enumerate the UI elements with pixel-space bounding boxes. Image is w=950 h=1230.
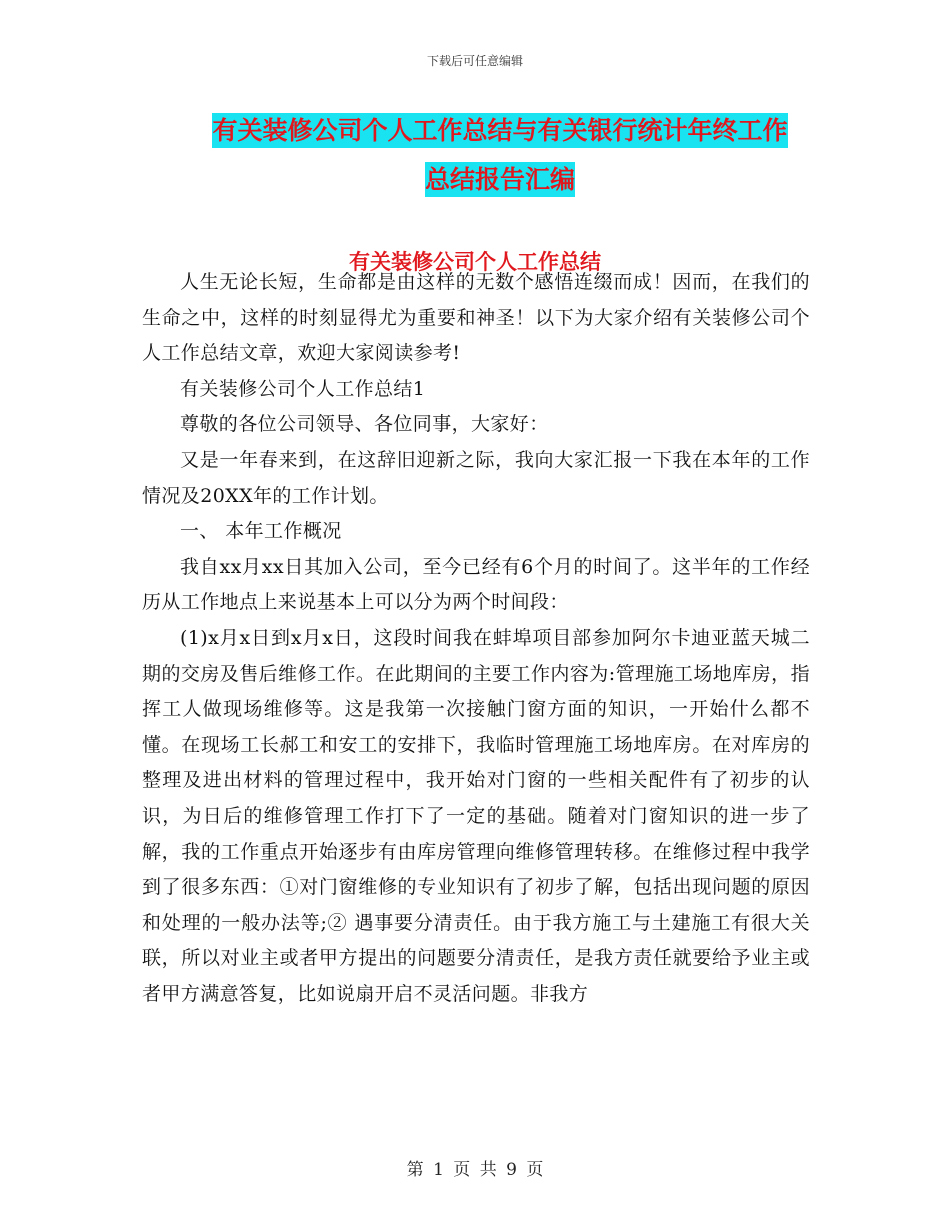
page-footer: 第 1 页 共 9 页 bbox=[406, 1160, 544, 1180]
paragraph-overview: 我自xx月xx日其加入公司，至今已经有6个月的时间了。这半年的工作经历从工作地点上来说基本上可以分为两个时间段： bbox=[142, 555, 810, 614]
paragraph-opening: 又是一年春来到，在这辞旧迎新之际，我向大家汇报一下我在本年的工作情况及20XX年的工作计划。 bbox=[142, 448, 810, 507]
paragraph-salutation: 尊敬的各位公司领导、各位同事，大家好： bbox=[180, 413, 549, 436]
body-text bbox=[142, 265, 810, 1012]
document-title-line-2: 总结报告汇编 bbox=[425, 162, 575, 197]
paragraph-subtitle: 有关装修公司个人工作总结1 bbox=[180, 377, 426, 400]
paragraph-heading-1: 一、 本年工作概况 bbox=[180, 520, 342, 543]
paragraph-period-1: (1)x月x日到x月x日，这段时间我在蚌埠项目部参加阿尔卡迪亚蓝天城二期的交房及售后维修工作。在此期间的主要工作内容为:管理施工场地库房，指挥工人做现场维修等。这是我第一次接触门窗方面的知识，一开始什么都不懂。在现场工长郝工和安工的安排下，我临时管理施工场地库房。在对库房的整理及进出材料的管理过程中，我开始对门窗的一些相关配件有了初步的认识，为日后的维修管理工作打下了一定的基础。随着对门窗知识的进一步了解，我的工作重点开始逐步有由库房管理向维修管理转移。在维修过程中我学到了很多东西：①对门窗维修的专业知识有了初步了解，包括出现问题的原因和处理的一般办法等;② 遇事要分清责任。由于我方施工与土建施工有很大关联，所以对业主或者甲方提出的问题要分清责任，是我方责任就要给予业主或者甲方满意答复，比如说扇开启不灵活问题。非我方 bbox=[142, 626, 810, 1005]
section-title: 有关装修公司个人工作总结 bbox=[349, 250, 601, 274]
document-title bbox=[140, 106, 860, 204]
document-title-line-1: 有关装修公司个人工作总结与有关银行统计年终工作 bbox=[212, 113, 787, 148]
header-note: 下载后可任意编辑 bbox=[426, 54, 523, 68]
paragraph-intro: 人生无论长短，生命都是由这样的无数个感悟连缀而成！因而，在我们的生命之中，这样的时刻显得尤为重要和神圣！以下为大家介绍有关装修公司个人工作总结文章，欢迎大家阅读参考! bbox=[142, 271, 810, 365]
